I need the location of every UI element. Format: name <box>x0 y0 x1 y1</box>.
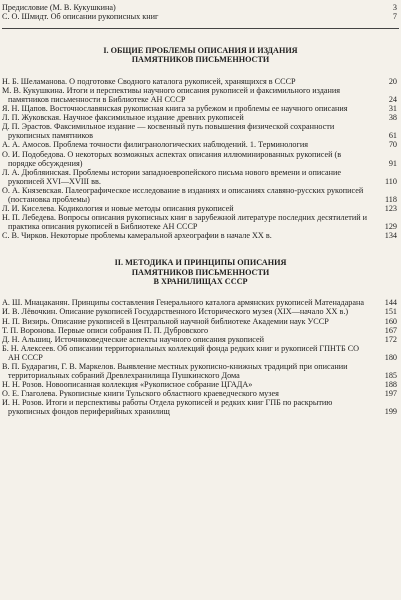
toc-entry <box>0 317 401 326</box>
toc-entry <box>0 12 401 21</box>
entry-page: 134 <box>384 231 397 241</box>
entry-text: Л. А. Дюбляинская. Проблемы истории западноевропейского письма нового времени и описание рукописей XVI—XVIII вв. <box>2 167 341 186</box>
entry-page: 3 <box>392 3 397 12</box>
toc-entry <box>0 140 401 149</box>
entry-page: 144 <box>384 298 397 308</box>
toc-entry <box>0 3 401 12</box>
entry-page: 70 <box>388 140 397 150</box>
entry-text: А. Ш. Мнацаканян. Принципы составления Генерального каталога армянских рукописей Матенадарана <box>2 298 365 308</box>
entry-text: С. В. Чирков. Некоторые проблемы камеральной археографии в начале XX в. <box>2 231 272 241</box>
entry-page: 197 <box>384 389 397 399</box>
toc-entry <box>0 186 401 204</box>
section-2-title-line: ПАМЯТНИКОВ ПИСЬМЕННОСТИ <box>131 267 270 277</box>
toc-entry <box>0 213 401 231</box>
toc-entry <box>0 113 401 122</box>
toc-entry <box>0 122 401 140</box>
entry-page: 24 <box>388 94 397 104</box>
entry-page: 185 <box>384 371 397 381</box>
toc-entry <box>0 168 401 186</box>
section-1-title-line: I. ОБЩИЕ ПРОБЛЕМЫ ОПИСАНИЯ И ИЗДАНИЯ <box>103 46 298 56</box>
entry-page: 31 <box>388 104 397 114</box>
entry-page: 110 <box>385 176 397 186</box>
entry-page: 167 <box>384 325 397 335</box>
toc-entry <box>0 362 401 380</box>
toc-entry <box>0 380 401 389</box>
entry-page: 91 <box>388 158 397 168</box>
entry-text: Н. П. Визирь. Описание рукописей в Центральной научной библиотеке Академии наук УССР <box>2 316 329 326</box>
entry-page: 123 <box>384 204 397 214</box>
entry-text: С. О. Шмидт. Об описании рукописных книг <box>2 12 159 22</box>
toc-entry <box>0 389 401 398</box>
entry-text: О. Е. Глаголева. Рукописные книги Тульского областного краеведческого музея <box>2 389 279 399</box>
entry-text: А. А. Амосов. Проблема точности филигранологических наблюдений. 1. Терминология <box>2 140 308 150</box>
entry-page: 172 <box>384 334 397 344</box>
entry-page: 199 <box>384 407 397 417</box>
toc-entry <box>0 307 401 316</box>
entry-text: Н. П. Лебедева. Вопросы описания рукописных книг в зарубежной литературе последних десятилетий и практика описания рукописей в Библиотеке АН СССР <box>2 213 368 232</box>
entry-text: Н. Б. Шеламанова. О подготовке Сводного каталога рукописей, хранящихся в СССР <box>2 76 296 86</box>
section-2-title-line: II. МЕТОДИКА И ПРИНЦИПЫ ОПИСАНИЯ <box>114 258 287 268</box>
entry-text: Т. П. Воронова. Первые описи собрания П. П. Дубровского <box>2 325 209 335</box>
entry-page: 38 <box>388 113 397 123</box>
toc-content <box>0 3 401 417</box>
entry-page: 20 <box>388 76 397 86</box>
entry-text: О. А. Князевская. Палеографическое исследование в изданиях и описаниях славяно-русских рукописей (постановка проблемы) <box>2 185 364 204</box>
section-1-title-line: ПАМЯТНИКОВ ПИСЬМЕННОСТИ <box>131 55 270 65</box>
toc-entry <box>0 86 401 104</box>
entry-page: 129 <box>384 222 397 232</box>
toc-entry <box>0 326 401 335</box>
toc-entry <box>0 398 401 416</box>
toc-entry <box>0 335 401 344</box>
toc-entry <box>0 150 401 168</box>
entry-text: Л. П. Жуковская. Научное факсимильное издание древних рукописей <box>2 113 244 123</box>
section-2-title-line: В ХРАНИЛИЩАХ СССР <box>153 277 248 287</box>
toc-entry <box>0 344 401 362</box>
entry-text: М. В. Кукушкина. Итоги и перспективы научного описания рукописей и факсимильного издания памятников письменности в Библиотеке АН СССР <box>2 85 341 104</box>
toc-entry <box>0 298 401 307</box>
section-1-title <box>0 46 401 65</box>
entry-text: И. В. Лёвочкин. Описание рукописей Государственного Исторического музея (XIX—начало XX в.) <box>2 307 349 317</box>
entry-page: 160 <box>384 316 397 326</box>
entry-page: 118 <box>385 195 397 204</box>
entry-text: Б. Н. Алексеев. Об описании территориальных коллекций фонда редких книг и рукописей ГПНТБ СО АН СССР <box>2 343 360 362</box>
divider-top <box>2 28 399 29</box>
entry-text: В. П. Бударагин, Г. В. Маркелов. Выявление местных рукописно-книжных традиций при описании территориальных собраний Древлехранилища Пушкинского Дома <box>2 362 348 381</box>
toc-entry <box>0 204 401 213</box>
entry-text: Я. Н. Щапов. Восточнославянская рукописная книга за рубежом и проблемы ее научного описания <box>2 104 348 114</box>
toc-entry <box>0 77 401 86</box>
toc-entry <box>0 104 401 113</box>
entry-text: Д. Н. Альшиц. Источниковедческие аспекты научного описания рукописей <box>2 334 265 344</box>
entry-page: 7 <box>392 12 397 22</box>
entry-page: 188 <box>384 380 397 390</box>
entry-text: О. И. Подобедова. О некоторых возможных аспектах описания иллюминированных рукописей (в порядке обсуждения) <box>2 149 342 168</box>
entry-page: 151 <box>384 307 397 317</box>
entry-text: Л. И. Киселева. Кодикология и новые методы описания рукописей <box>2 204 234 214</box>
entry-page: 180 <box>384 352 397 362</box>
entry-text: Предисловие (М. В. Кукушкина) <box>2 3 116 12</box>
entry-text: Н. Н. Розов. Новоописанная коллекция «Рукописное собрание ЦГАДА» <box>2 380 253 390</box>
entry-page: 61 <box>388 131 397 141</box>
section-2-title <box>0 258 401 286</box>
entry-text: Д. П. Эрастов. Факсимильное издание — косвенный путь повышения физической сохранности рукописных памятников <box>2 122 335 141</box>
entry-text: И. Н. Розов. Итоги и перспективы работы Отдела рукописей и редких книг ГПБ по раскрытию рукописных фондов периферийных хранилищ <box>2 398 333 417</box>
toc-entry <box>0 231 401 240</box>
